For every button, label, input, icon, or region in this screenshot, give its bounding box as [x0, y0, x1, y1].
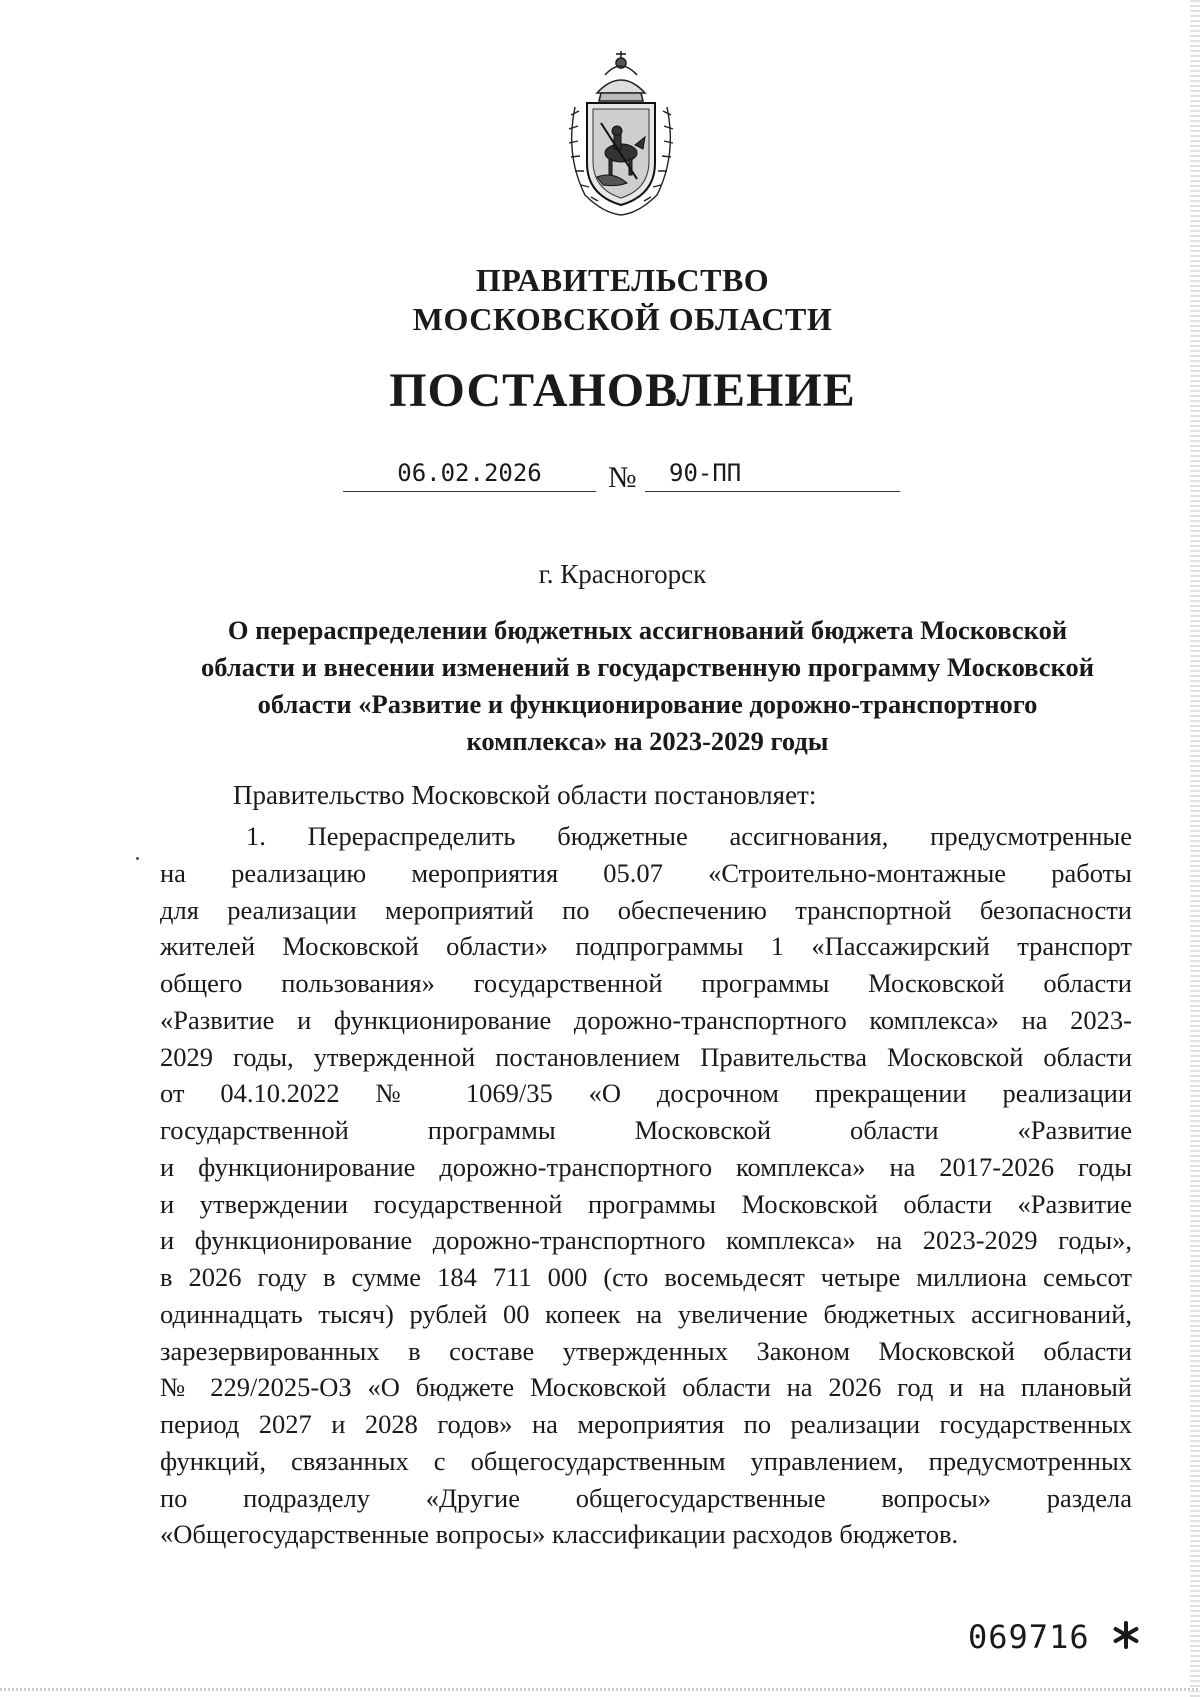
body-line: на реализацию мероприятия 05.07 «Строительно-монтажные работы — [160, 857, 1132, 888]
org-name-line1: ПРАВИТЕЛЬСТВО — [475, 262, 770, 298]
scan-edge-bottom — [0, 1688, 1200, 1691]
serial-number: 069716 — [968, 1618, 1090, 1656]
city-location: г. Красногорск — [538, 559, 707, 589]
coat-of-arms-icon — [557, 45, 685, 217]
title-line: области «Развитие и функционирование дорожно-транспортного — [257, 689, 1038, 719]
body-line: одиннадцать тысяч) рублей 00 копеек на увеличение бюджетных ассигнований, — [160, 1298, 1132, 1329]
title-line: комплекса» на 2023-2029 годы — [466, 726, 829, 756]
body-line: «Развитие и функционирование дорожно-транспортного комплекса» на 2023- — [160, 1004, 1132, 1035]
body-line: № 229/2025-ОЗ «О бюджете Московской области на 2026 год и на плановый — [160, 1372, 1132, 1403]
body-line: в 2026 году в сумме 184 711 000 (сто восемьдесят четыре миллиона семьсот — [160, 1262, 1132, 1292]
preamble-text: Правительство Московской области постановляет: — [233, 780, 817, 810]
org-name-line2: МОСКОВСКОЙ ОБЛАСТИ — [412, 301, 833, 337]
scan-edge-right — [1190, 0, 1200, 1697]
document-title — [160, 612, 1135, 760]
body-line: «Общегосударственные вопросы» классификации расходов бюджетов. — [160, 1519, 959, 1550]
date-underline — [343, 491, 596, 492]
body-line: период 2027 и 2028 годов» на мероприятия по реализации государственных — [160, 1409, 1132, 1439]
body-line: по подразделу «Другие общегосударственные вопросы» раздела — [160, 1482, 1132, 1513]
body-line: и функционирование дорожно-транспортного комплекса» на 2017-2026 годы — [160, 1151, 1132, 1182]
asterisk-icon — [1111, 1620, 1141, 1650]
number-sign: № — [608, 461, 637, 494]
document-number: 90-ПП — [669, 459, 742, 487]
title-line: О перераспределении бюджетных ассигнований бюджета Московской — [227, 615, 1068, 645]
body-line: общего пользования» государственной программы Московской области — [160, 968, 1132, 998]
document-type-heading: ПОСТАНОВЛЕНИЕ — [389, 364, 856, 417]
body-line: для реализации мероприятий по обеспечению транспортной безопасности — [160, 894, 1132, 925]
body-line: функций, связанных с общегосударственным управлением, предусмотренных — [160, 1445, 1132, 1476]
document-body — [160, 818, 1132, 1553]
number-underline — [645, 491, 900, 492]
body-line: и утверждении государственной программы Московской области «Развитие — [160, 1188, 1132, 1219]
title-line: области и внесении изменений в государственную программу Московской — [200, 652, 1095, 682]
document-date: 06.02.2026 — [397, 459, 542, 487]
body-line: жителей Московской области» подпрограммы 1 «Пассажирский транспорт — [160, 931, 1132, 962]
body-line: от 04.10.2022 № 1069/35 «О досрочном прекращении реализации — [160, 1078, 1132, 1109]
body-line: зарезервированных в составе утвержденных Законом Московской области — [160, 1335, 1132, 1366]
body-line: и функционирование дорожно-транспортного комплекса» на 2023-2029 годы», — [160, 1225, 1132, 1256]
body-line: 1. Перераспределить бюджетные ассигнования, предусмотренные — [246, 821, 1132, 851]
scan-speck — [136, 857, 139, 860]
body-line: государственной программы Московской области «Развитие — [160, 1115, 1132, 1145]
body-line: 2029 годы, утвержденной постановлением Правительства Московской области — [160, 1041, 1132, 1072]
